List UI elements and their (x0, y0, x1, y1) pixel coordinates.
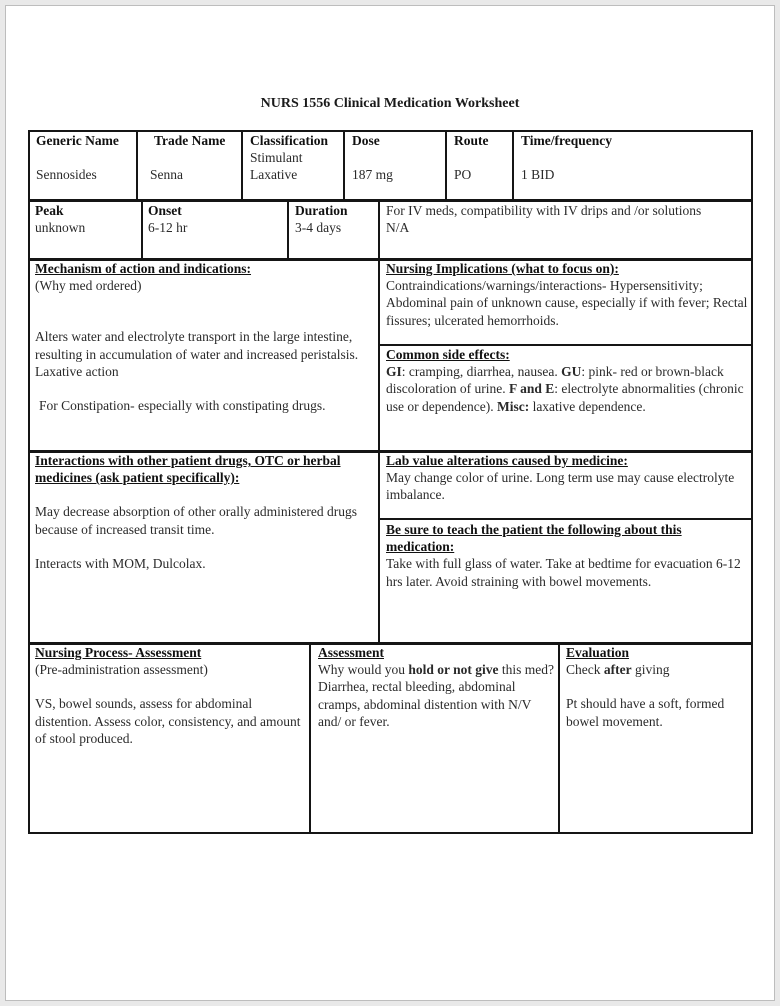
time-frequency-value: 1 BID (521, 167, 555, 183)
generic-name-value: Sennosides (36, 167, 97, 183)
duration-label: Duration (295, 203, 348, 218)
page-title: NURS 1556 Clinical Medication Worksheet (260, 96, 520, 111)
gu-label: GU (561, 364, 582, 380)
iv-value: N/A (386, 220, 410, 236)
cell-interactions (35, 452, 369, 572)
cell-dose (352, 132, 444, 183)
dose-label: Dose (352, 133, 380, 148)
misc-text: laxative dependence. (529, 398, 646, 414)
gi-text: : cramping, diarrhea, nausea. (401, 364, 562, 380)
nursing-implications-heading: Nursing Implications (what to focus on): (386, 261, 619, 276)
nursing-process-heading: Nursing Process- Assessment (35, 645, 202, 660)
cell-peak (35, 202, 139, 236)
gi-label: GI (386, 364, 402, 380)
onset-value: 6-12 hr (148, 220, 188, 236)
evaluation-post: giving (631, 662, 670, 678)
time-frequency-label: Time/frequency (521, 133, 612, 148)
side-effects-body (386, 363, 746, 415)
evaluation-heading: Evaluation (566, 645, 630, 660)
dose-value: 187 mg (352, 167, 393, 183)
cell-nursing-implications (386, 260, 750, 329)
evaluation-bold: after (603, 662, 632, 678)
evaluation-body: Pt should have a soft, formed bowel movement. (566, 696, 725, 729)
peak-value: unknown (35, 220, 86, 236)
cell-trade-name-value (150, 166, 236, 183)
misc-label: Misc: (496, 398, 530, 414)
interactions-heading: Interactions with other patient drugs, OTC or herbal medicines (ask patient specifically): (35, 453, 341, 486)
lab-values-body: May change color of urine. Long term use may cause electrolyte imbalance. (386, 470, 735, 503)
classification-label: Classification (250, 133, 329, 148)
assessment-q-post: this med? (498, 662, 555, 678)
mechanism-indication: For Constipation- especially with constipating drugs. (39, 398, 326, 414)
fe-text: : electrolyte abnormalities (chronic use or dependence). (386, 381, 744, 414)
evaluation-check (566, 661, 748, 678)
cell-duration (295, 202, 377, 236)
cell-generic-name (36, 132, 134, 183)
cell-teaching (386, 521, 746, 590)
cell-lab-values (386, 452, 746, 504)
assessment-question (318, 661, 554, 678)
cell-evaluation (566, 644, 748, 730)
mechanism-sub: (Why med ordered) (35, 278, 142, 294)
route-value: PO (454, 167, 472, 183)
cell-route (454, 132, 512, 183)
gu-text: : pink- red or brown-black discoloration of urine. (386, 364, 724, 397)
cell-onset (148, 202, 284, 236)
side-effects-heading: Common side effects: (386, 347, 510, 362)
cell-time-frequency (521, 132, 749, 183)
cell-mechanism (35, 260, 369, 414)
interactions-body1: May decrease absorption of other orally administered drugs because of increased transit time. (35, 504, 358, 537)
mechanism-heading: Mechanism of action and indications: (35, 261, 252, 276)
cell-nursing-process (35, 644, 305, 747)
lab-values-heading: Lab value alterations caused by medicine: (386, 453, 628, 468)
nursing-process-sub: (Pre-administration assessment) (35, 662, 208, 678)
cell-iv-compatibility (386, 202, 750, 236)
cell-side-effects (386, 346, 746, 415)
peak-label: Peak (35, 203, 64, 218)
teach-body: Take with full glass of water. Take at bedtime for evacuation 6-12 hrs later. Avoid straining with bowel movements. (386, 556, 741, 589)
assessment-body: Diarrhea, rectal bleeding, abdominal cramps, abdominal distention with N/V and/ or fever. (318, 679, 532, 729)
iv-label: For IV meds, compatibility with IV drips and /or solutions (386, 203, 702, 218)
duration-value: 3-4 days (295, 220, 342, 236)
classification-line1: Stimulant (250, 150, 303, 166)
fe-label: F and E (508, 381, 555, 397)
assessment-heading: Assessment (318, 645, 384, 660)
cell-trade-name (154, 132, 240, 149)
classification-line2: Laxative (250, 167, 298, 183)
teach-heading: Be sure to teach the patient the following about this medication: (386, 522, 682, 555)
trade-name-label: Trade Name (154, 133, 226, 148)
nursing-implications-body: Contraindications/warnings/interactions- Hypersensitivity; Abdominal pain of unknown cause, especially if with fever; Rectal fissures; ulcerated hemorrhoids. (386, 278, 748, 328)
onset-label: Onset (148, 203, 182, 218)
interactions-body2: Interacts with MOM, Dulcolax. (35, 555, 206, 571)
evaluation-pre: Check (566, 662, 604, 678)
mechanism-body: Alters water and electrolyte transport in the large intestine, resulting in accumulation of water and increased peristalsis. Laxative action (35, 329, 359, 379)
route-label: Route (454, 133, 489, 148)
cell-classification (250, 132, 342, 184)
generic-name-label: Generic Name (36, 133, 119, 148)
trade-name-value: Senna (150, 167, 183, 182)
nursing-process-body: VS, bowel sounds, assess for abdominal distention. Assess color, consistency, and amount of stool produced. (35, 696, 301, 746)
cell-assessment (318, 644, 554, 730)
assessment-q-pre: Why would you (318, 662, 409, 678)
assessment-q-bold: hold or not give (408, 662, 499, 678)
